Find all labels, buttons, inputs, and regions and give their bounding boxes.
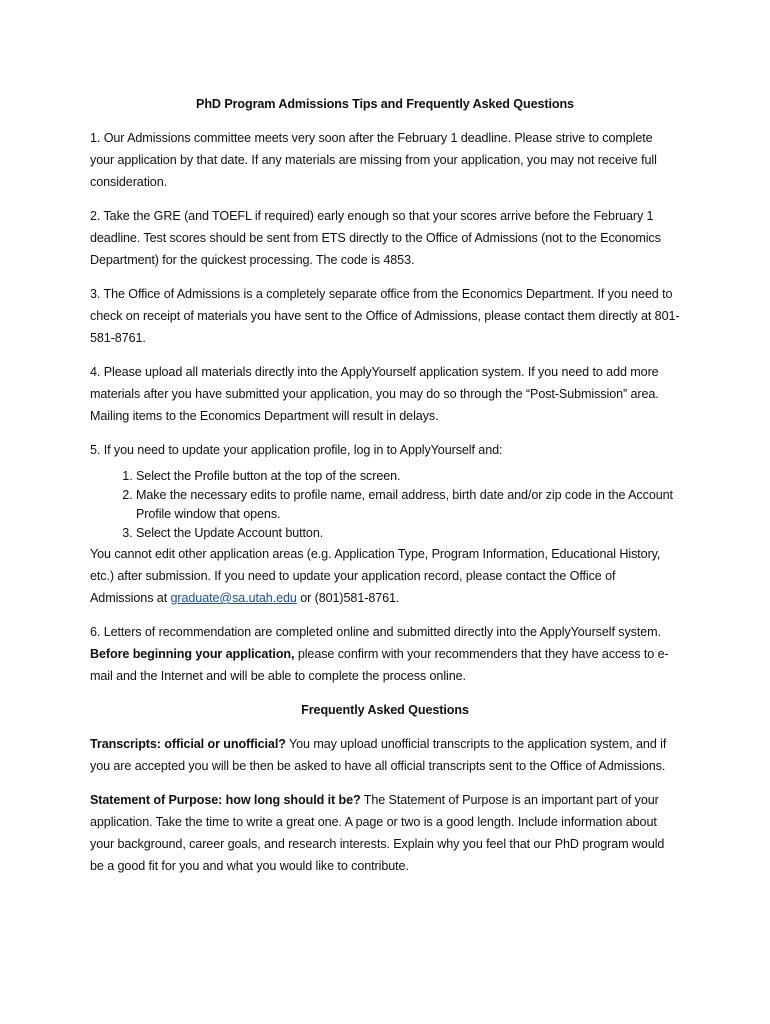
tip-6 — [90, 621, 680, 687]
faq-answer: The Statement of Purpose is an important part of your application. Take the time to write a great one. A page or two is a good length. Include information about your background, career goals, and research interests. Explain why you feel that our PhD program would be a good fit for you and what you would like to contribute. — [90, 793, 665, 873]
tip-2: 2. Take the GRE (and TOEFL if required) early enough so that your scores arrive before the February 1 deadline. Test scores should be sent from ETS directly to the Office of Admissions (not to the Economics Department) for the quickest processing. The code is 4853. — [90, 209, 661, 267]
tip-6-text: 6. Letters of recommendation are completed online and submitted directly into the ApplyYourself system. — [90, 625, 661, 639]
tip-5-followup-phone: or (801)581-8761. — [296, 591, 400, 605]
tip-5: 5. If you need to update your application profile, log in to ApplyYourself and: — [90, 443, 503, 457]
faq-question: Statement of Purpose: how long should it be? — [90, 793, 361, 807]
tip-5-followup-text: You cannot edit other application areas (e.g. Application Type, Program Information, Educational History, etc.) after submission. If you need to update your application record, please contact the Office of Admissions at — [90, 547, 661, 605]
admissions-email-link[interactable]: graduate@sa.utah.edu — [170, 591, 297, 605]
faq-answer: You may upload unofficial transcripts to the application system, and if you are accepted you will be then be asked to have all official transcripts sent to the Office of Admissions. — [90, 737, 667, 773]
tip-6-text-end: please confirm with your recommenders that they have access to e-mail and the Internet and will be able to complete the process online. — [90, 647, 669, 683]
faq-item-transcripts — [90, 733, 680, 777]
tip-4: 4. Please upload all materials directly into the ApplyYourself application system. If you need to add more materials after you have submitted your application, you may do so through the “Post-Submission” area. Mailing items to the Economics Department will result in delays. — [90, 365, 659, 423]
faq-heading: Frequently Asked Questions — [301, 703, 469, 717]
step-item: 3. Select the Update Account button. — [136, 524, 680, 543]
tip-1: 1. Our Admissions committee meets very soon after the February 1 deadline. Please strive to complete your application by that date. If any materials are missing from your application, you may not receive full consideration. — [90, 131, 657, 189]
tip-6-emphasis: Before beginning your application, — [90, 647, 295, 661]
document-title: PhD Program Admissions Tips and Frequently Asked Questions — [196, 97, 574, 111]
faq-item-statement — [90, 789, 680, 877]
tip-5-followup — [90, 543, 680, 609]
document-body — [90, 93, 680, 889]
step-item: 2. Make the necessary edits to profile name, email address, birth date and/or zip code in the Account Profile window that opens. — [136, 486, 680, 524]
faq-question: Transcripts: official or unofficial? — [90, 737, 286, 751]
tip-3: 3. The Office of Admissions is a completely separate office from the Economics Department. If you need to check on receipt of materials you have sent to the Office of Admissions, please contact them directly at 801-581-8761. — [90, 287, 680, 345]
profile-update-steps — [90, 467, 680, 543]
step-item: 1. Select the Profile button at the top of the screen. — [136, 467, 680, 486]
